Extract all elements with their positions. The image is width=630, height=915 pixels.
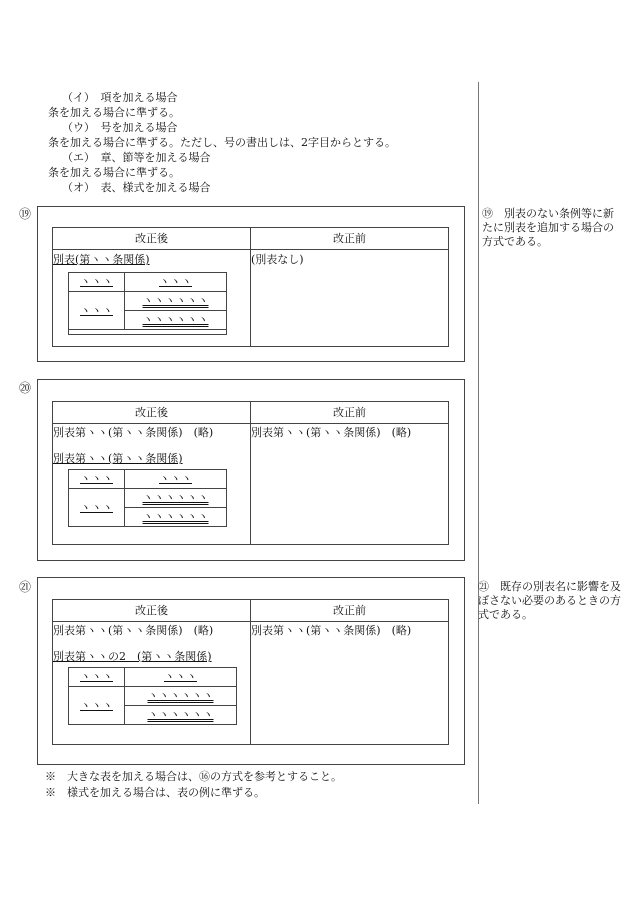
header-before: 改正前 [251, 228, 449, 250]
before-text: 別表第ヽヽ(第ヽヽ条関係) (略) [251, 624, 412, 637]
intro-line: 条を加える場合に準ずる。 [48, 166, 180, 179]
intro-line: （イ） 項を加える場合 [62, 91, 178, 104]
after-cell [53, 622, 251, 745]
inner-table [68, 469, 227, 527]
header-after: 改正後 [53, 228, 251, 250]
example-number: ⑳ [19, 381, 32, 395]
header-before: 改正前 [251, 402, 449, 424]
table-title: 別表(第ヽヽ条関係) [53, 253, 150, 266]
before-text: (別表なし) [251, 253, 304, 266]
intro-line: （オ） 表、様式を加える場合 [62, 181, 211, 194]
explanation-note: ㉑ 既存の別表名に影響を及ぼさない必要のあるときの方式である。 [478, 580, 621, 621]
inner-value: ヽヽヽヽヽヽ [125, 311, 227, 330]
before-cell [251, 424, 449, 545]
inner-head: ヽヽヽ [69, 273, 125, 292]
inner-value: ヽヽヽヽヽヽ [125, 706, 237, 725]
inner-value: ヽヽヽヽヽヽ [125, 508, 227, 527]
intro-line: （エ） 章、節等を加える場合 [62, 151, 211, 164]
footnote: ※ 大きな表を加える場合は、⑯の方式を参考とすること。 [45, 770, 342, 783]
footnote: ※ 様式を加える場合は、表の例に準ずる。 [45, 786, 265, 799]
inner-table [68, 272, 227, 335]
before-cell [251, 250, 449, 347]
inner-value: ヽヽヽヽヽヽ [125, 292, 227, 311]
inner-head: ヽヽヽ [125, 668, 237, 687]
inner-head: ヽヽヽ [69, 668, 125, 687]
inner-head: ヽヽヽ [69, 470, 125, 489]
header-after: 改正後 [53, 402, 251, 424]
comparison-table [52, 227, 449, 347]
inner-table [68, 667, 237, 725]
inner-head: ヽヽヽ [125, 470, 227, 489]
after-cell [53, 250, 251, 347]
header-before: 改正前 [251, 600, 449, 622]
inner-spacer [69, 330, 227, 335]
intro-line: 条を加える場合に準ずる。 [48, 106, 180, 119]
inner-value: ヽヽヽヽヽヽ [125, 687, 237, 706]
intro-line: （ウ） 号を加える場合 [62, 121, 178, 134]
table-title: 別表第ヽヽの2 (第ヽヽ条関係) [53, 650, 212, 663]
existing-table-line: 別表第ヽヽ(第ヽヽ条関係) (略) [53, 624, 214, 637]
inner-row-label: ヽヽヽ [69, 292, 125, 330]
example-number: ㉑ [19, 580, 32, 594]
inner-value: ヽヽヽヽヽヽ [125, 489, 227, 508]
before-text: 別表第ヽヽ(第ヽヽ条関係) (略) [251, 426, 412, 439]
inner-row-label: ヽヽヽ [69, 687, 125, 725]
explanation-note: ⑲ 別表のない条例等に新たに別表を追加する場合の方式である。 [482, 207, 614, 248]
margin-divider [478, 82, 479, 804]
comparison-table [52, 401, 449, 545]
example-number: ⑲ [19, 207, 32, 221]
inner-row-label: ヽヽヽ [69, 489, 125, 527]
after-cell [53, 424, 251, 545]
header-after: 改正後 [53, 600, 251, 622]
table-title: 別表第ヽヽ(第ヽヽ条関係) [53, 452, 183, 465]
comparison-table [52, 599, 449, 745]
existing-table-line: 別表第ヽヽ(第ヽヽ条関係) (略) [53, 426, 214, 439]
intro-line: 条を加える場合に準ずる。ただし、号の書出しは、2字目からとする。 [48, 136, 396, 149]
inner-head: ヽヽヽ [125, 273, 227, 292]
before-cell [251, 622, 449, 745]
